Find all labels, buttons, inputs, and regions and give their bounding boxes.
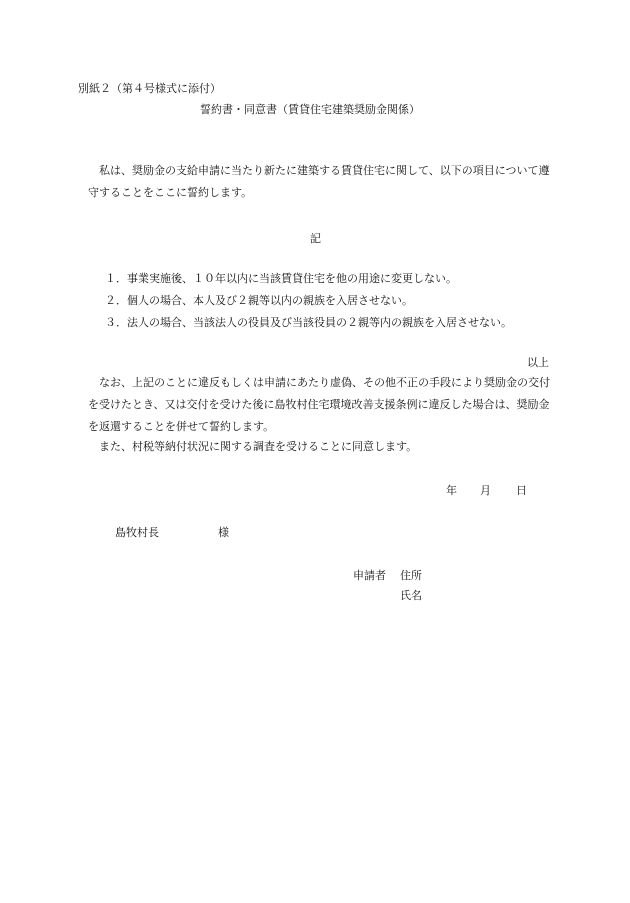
item-3: ３．法人の場合、当該法人の役員及び当該役員の２親等内の親族を入居させない。 xyxy=(105,316,512,329)
pledge-paragraph: 私は、奨励金の支給申請に当たり新たに建築する賃貸住宅に関して、以下の項目について遵守することをここに誓約します。 xyxy=(88,164,550,199)
applicant-label: 申請者 xyxy=(353,569,386,582)
ijou-label: 以上 xyxy=(527,356,549,369)
attachment-label: 別紙２（第４号様式に添付） xyxy=(78,82,221,95)
violation-paragraph: なお、上記のことに違反もしくは申請にあたり虚偽、その他不正の手段により奨励金の交付を受けたとき、又は交付を受けた後に島牧村住宅環境改善支援条例に違反した場合は、奨励金を返還することを併せて誓約します。 xyxy=(88,376,550,433)
date-year: 年 xyxy=(446,484,457,497)
name-label: 氏名 xyxy=(400,589,422,602)
date-day: 日 xyxy=(516,484,527,497)
document-title: 誓約書・同意書（賃貸住宅建築奨励金関係） xyxy=(200,103,420,116)
date-month: 月 xyxy=(480,484,491,497)
address-label: 住所 xyxy=(400,569,422,582)
item-1: １．事業実施後、１０年以内に当該賃貸住宅を他の用途に変更しない。 xyxy=(105,272,457,285)
addressee-name: 島牧村長 xyxy=(115,526,159,539)
addressee-honorific: 様 xyxy=(218,526,229,539)
ki-label: 記 xyxy=(310,232,321,245)
item-2: ２．個人の場合、本人及び２親等以内の親族を入居させない。 xyxy=(105,294,413,307)
consent-paragraph: また、村税等納付状況に関する調査を受けることに同意します。 xyxy=(88,440,418,453)
